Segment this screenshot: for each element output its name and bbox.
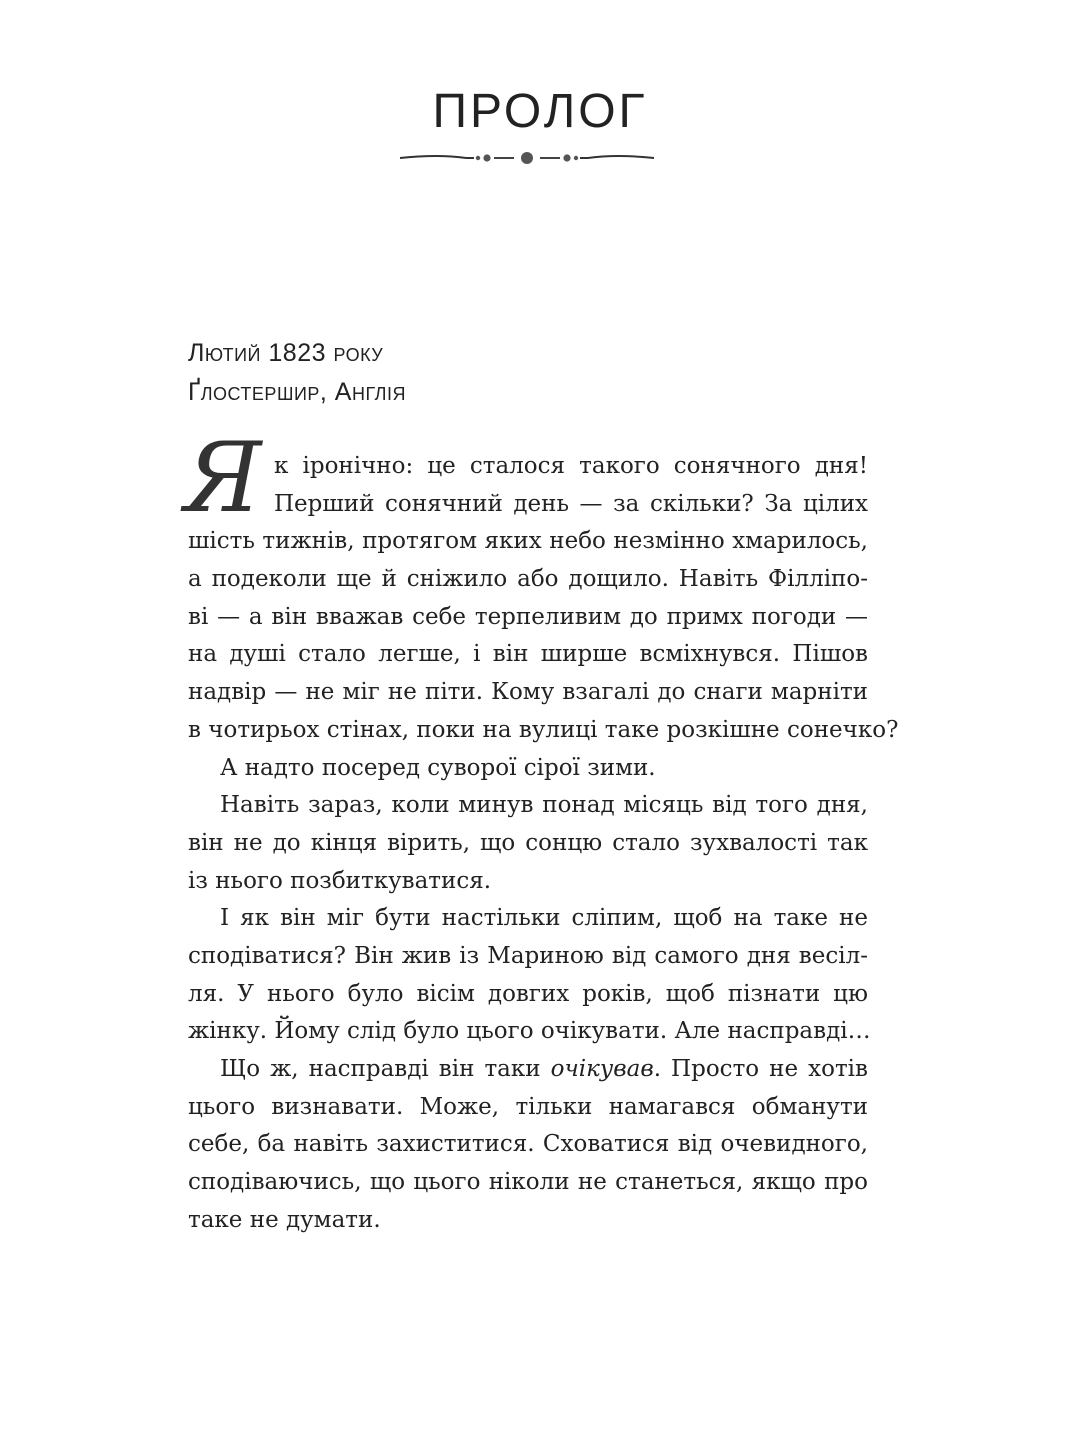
text-fragment: Що ж, насправді він таки xyxy=(220,1056,551,1082)
text-line: а подеколи ще й сніжило або дощило. Навіть Філліпо- xyxy=(188,566,868,593)
text-line: А надто посеред суворої сірої зими. xyxy=(220,754,656,781)
place-line: Ґлостершир, Англія xyxy=(188,378,406,406)
text-line-mixed xyxy=(188,1051,868,1089)
text-line: таке не думати. xyxy=(188,1206,381,1233)
text-line: надвір — не міг не піти. Кому взагалі до снаги марніти xyxy=(188,679,868,706)
italic-word: очікував xyxy=(550,1056,654,1082)
text-line: ві — а він вважав себе терпеливим до примх погоди — xyxy=(188,603,868,630)
ornament-divider-icon xyxy=(398,148,656,168)
chapter-title: ПРОЛОГ xyxy=(432,85,648,138)
text-line: шість тижнів, протягом яких небо незмінно хмарилось, xyxy=(188,528,868,555)
text-line: сподіваючись, що цього ніколи не станеться, якщо про xyxy=(188,1169,868,1196)
text-line: сподіватися? Він жив із Мариною від самого дня весіл- xyxy=(188,942,868,969)
text-line: на душі стало легше, і він ширше всміхнувся. Пішов xyxy=(188,641,868,668)
text-line: в чотирьох стінах, поки на вулиці таке розкішне сонечко? xyxy=(188,716,899,743)
body-text xyxy=(184,422,899,1239)
chapter-meta xyxy=(188,334,406,412)
drop-cap: Я xyxy=(184,422,262,534)
text-line: жінку. Йому слід було цього очікувати. Але насправді… xyxy=(188,1018,871,1045)
text-line: цього визнавати. Може, тільки намагався обманути xyxy=(188,1093,868,1120)
text-line: він не до кінця вірить, що сонцю стало зухвалості так xyxy=(188,829,868,856)
text-line: Навіть зараз, коли минув понад місяць від того дня, xyxy=(220,792,868,819)
text-line: І як він міг бути настільки сліпим, щоб на таке не xyxy=(220,905,868,932)
text-line: Перший сонячний день — за скільки? За цілих xyxy=(274,490,868,517)
first-paragraph xyxy=(184,422,899,750)
text-line: ля. У нього було вісім довгих років, щоб пізнати цю xyxy=(188,980,868,1007)
text-line: к іронічно: це сталося такого сонячного дня! xyxy=(274,453,868,479)
date-line: Лютий 1823 року xyxy=(188,339,384,367)
text-fragment: . Просто не хотів xyxy=(653,1056,868,1082)
text-line: із нього позбиткуватися. xyxy=(188,867,492,894)
text-line: себе, ба навіть захиститися. Сховатися від очевидного, xyxy=(188,1131,868,1158)
